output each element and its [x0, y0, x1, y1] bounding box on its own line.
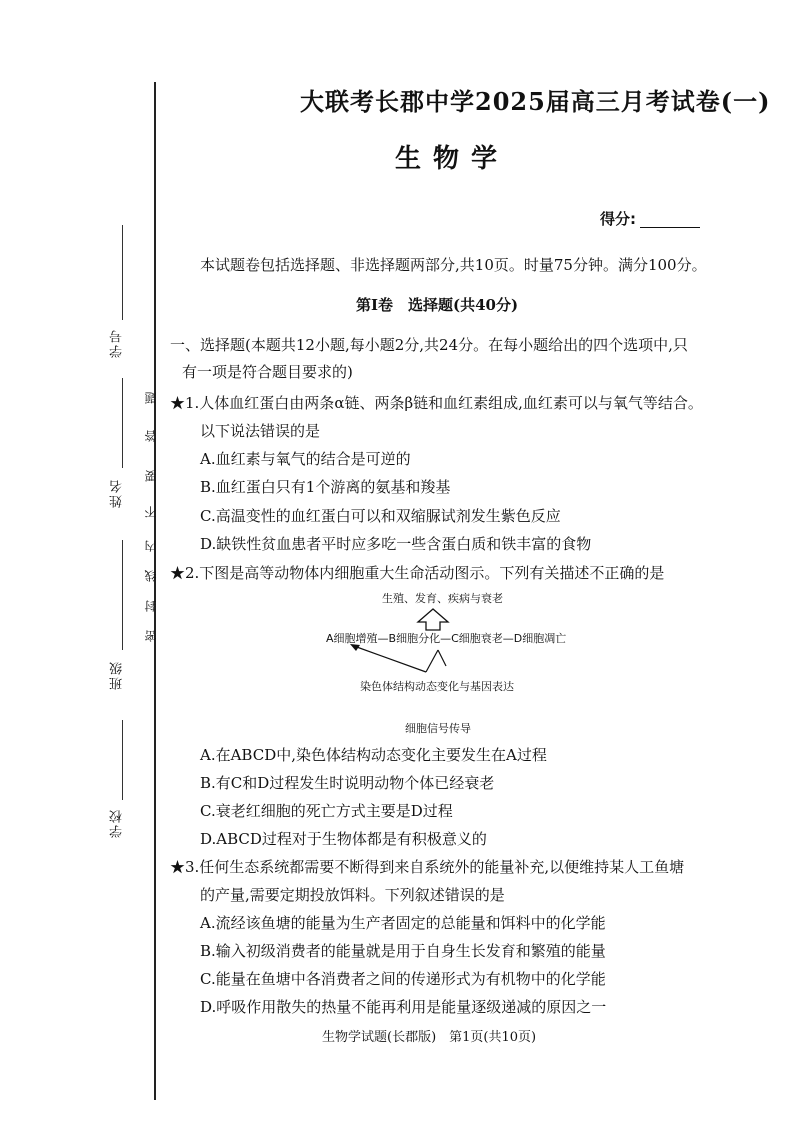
question-3-option-b[interactable]: B.输入初级消费者的能量就是用于自身生长发育和繁殖的能量: [200, 942, 606, 960]
student-id-label: 学号: [110, 328, 125, 358]
question-1-option-b[interactable]: B.血红蛋白只有1个游离的氨基和羧基: [200, 478, 451, 496]
question-1-stem: ★1.人体血红蛋白由两条α链、两条β链和血红素组成,血红素可以与氧气等结合。: [170, 394, 703, 412]
question-2-option-c[interactable]: C.衰老红细胞的死亡方式主要是D过程: [200, 802, 453, 820]
question-2-option-b[interactable]: B.有C和D过程发生时说明动物个体已经衰老: [200, 774, 495, 792]
arrow-line: [354, 646, 426, 672]
question-2-stem: ★2.下图是高等动物体内细胞重大生命活动图示。下列有关描述不正确的是: [170, 564, 665, 582]
page-footer: 生物学试题(长郡版) 第1页(共10页): [322, 1030, 537, 1045]
school-label: 学校: [110, 808, 125, 838]
question-3-stem: ★3.任何生态系统都需要不断得到来自系统外的能量补充,以便维持某人工鱼塘: [170, 858, 685, 876]
seal-char: 不: [144, 506, 158, 518]
question-2-option-d[interactable]: D.ABCD过程对于生物体都是有积极意义的: [200, 830, 487, 848]
section-title: 第Ⅰ卷 选择题(共40分): [356, 296, 519, 314]
seal-char: 内: [144, 540, 158, 552]
class-label: 班级: [110, 660, 125, 690]
exam-intro: 本试题卷包括选择题、非选择题两部分,共10页。时量75分钟。满分100分。: [200, 256, 707, 274]
arrow-line: [438, 650, 446, 666]
question-3-option-d[interactable]: D.呼吸作用散失的热量不能再利用是能量逐级递减的原因之一: [200, 998, 607, 1016]
question-2-option-a[interactable]: A.在ABCD中,染色体结构动态变化主要发生在A过程: [200, 746, 547, 764]
diagram-top-label: 生殖、发育、疾病与衰老: [382, 592, 503, 605]
seal-char: 答: [144, 430, 158, 442]
part1-instructions: 一、选择题(本题共12小题,每小题2分,共24分。在每小题给出的四个选项中,只: [170, 336, 688, 354]
subject-title: 生物学: [395, 144, 510, 174]
question-1-option-a[interactable]: A.血红素与氧气的结合是可逆的: [200, 450, 411, 468]
seal-char: 密: [144, 630, 158, 642]
name-label: 姓名: [110, 478, 125, 508]
exam-title: 大联考长郡中学2025届高三月考试卷(一): [300, 87, 771, 116]
arrow-line: [426, 650, 438, 672]
question-1-option-d[interactable]: D.缺铁性贫血患者平时应多吃一些含蛋白质和铁丰富的食物: [200, 535, 592, 553]
seal-char: 线: [144, 570, 158, 582]
question-3-option-a[interactable]: A.流经该鱼塘的能量为生产者固定的总能量和饵料中的化学能: [200, 914, 606, 932]
hollow-up-arrow-icon: [418, 609, 448, 630]
diagram-caption: 细胞信号传导: [405, 722, 471, 735]
seal-char: 封: [144, 600, 158, 612]
question-3-stem: 的产量,需要定期投放饵料。下列叙述错误的是: [200, 886, 505, 904]
diagram-middle-label: A细胞增殖—B细胞分化—C细胞衰老—D细胞凋亡: [326, 632, 567, 645]
part1-instructions: 有一项是符合题目要求的): [182, 363, 353, 381]
score-label: 得分:: [600, 210, 636, 228]
diagram-bottom-label: 染色体结构动态变化与基因表达: [360, 680, 514, 693]
question-1-stem: 以下说法错误的是: [200, 422, 321, 440]
seal-char: 要: [144, 470, 158, 482]
question-3-option-c[interactable]: C.能量在鱼塘中各消费者之间的传递形式为有机物中的化学能: [200, 970, 606, 988]
question-1-option-c[interactable]: C.高温变性的血红蛋白可以和双缩脲试剂发生紫色反应: [200, 507, 561, 525]
seal-char: 题: [144, 392, 158, 404]
